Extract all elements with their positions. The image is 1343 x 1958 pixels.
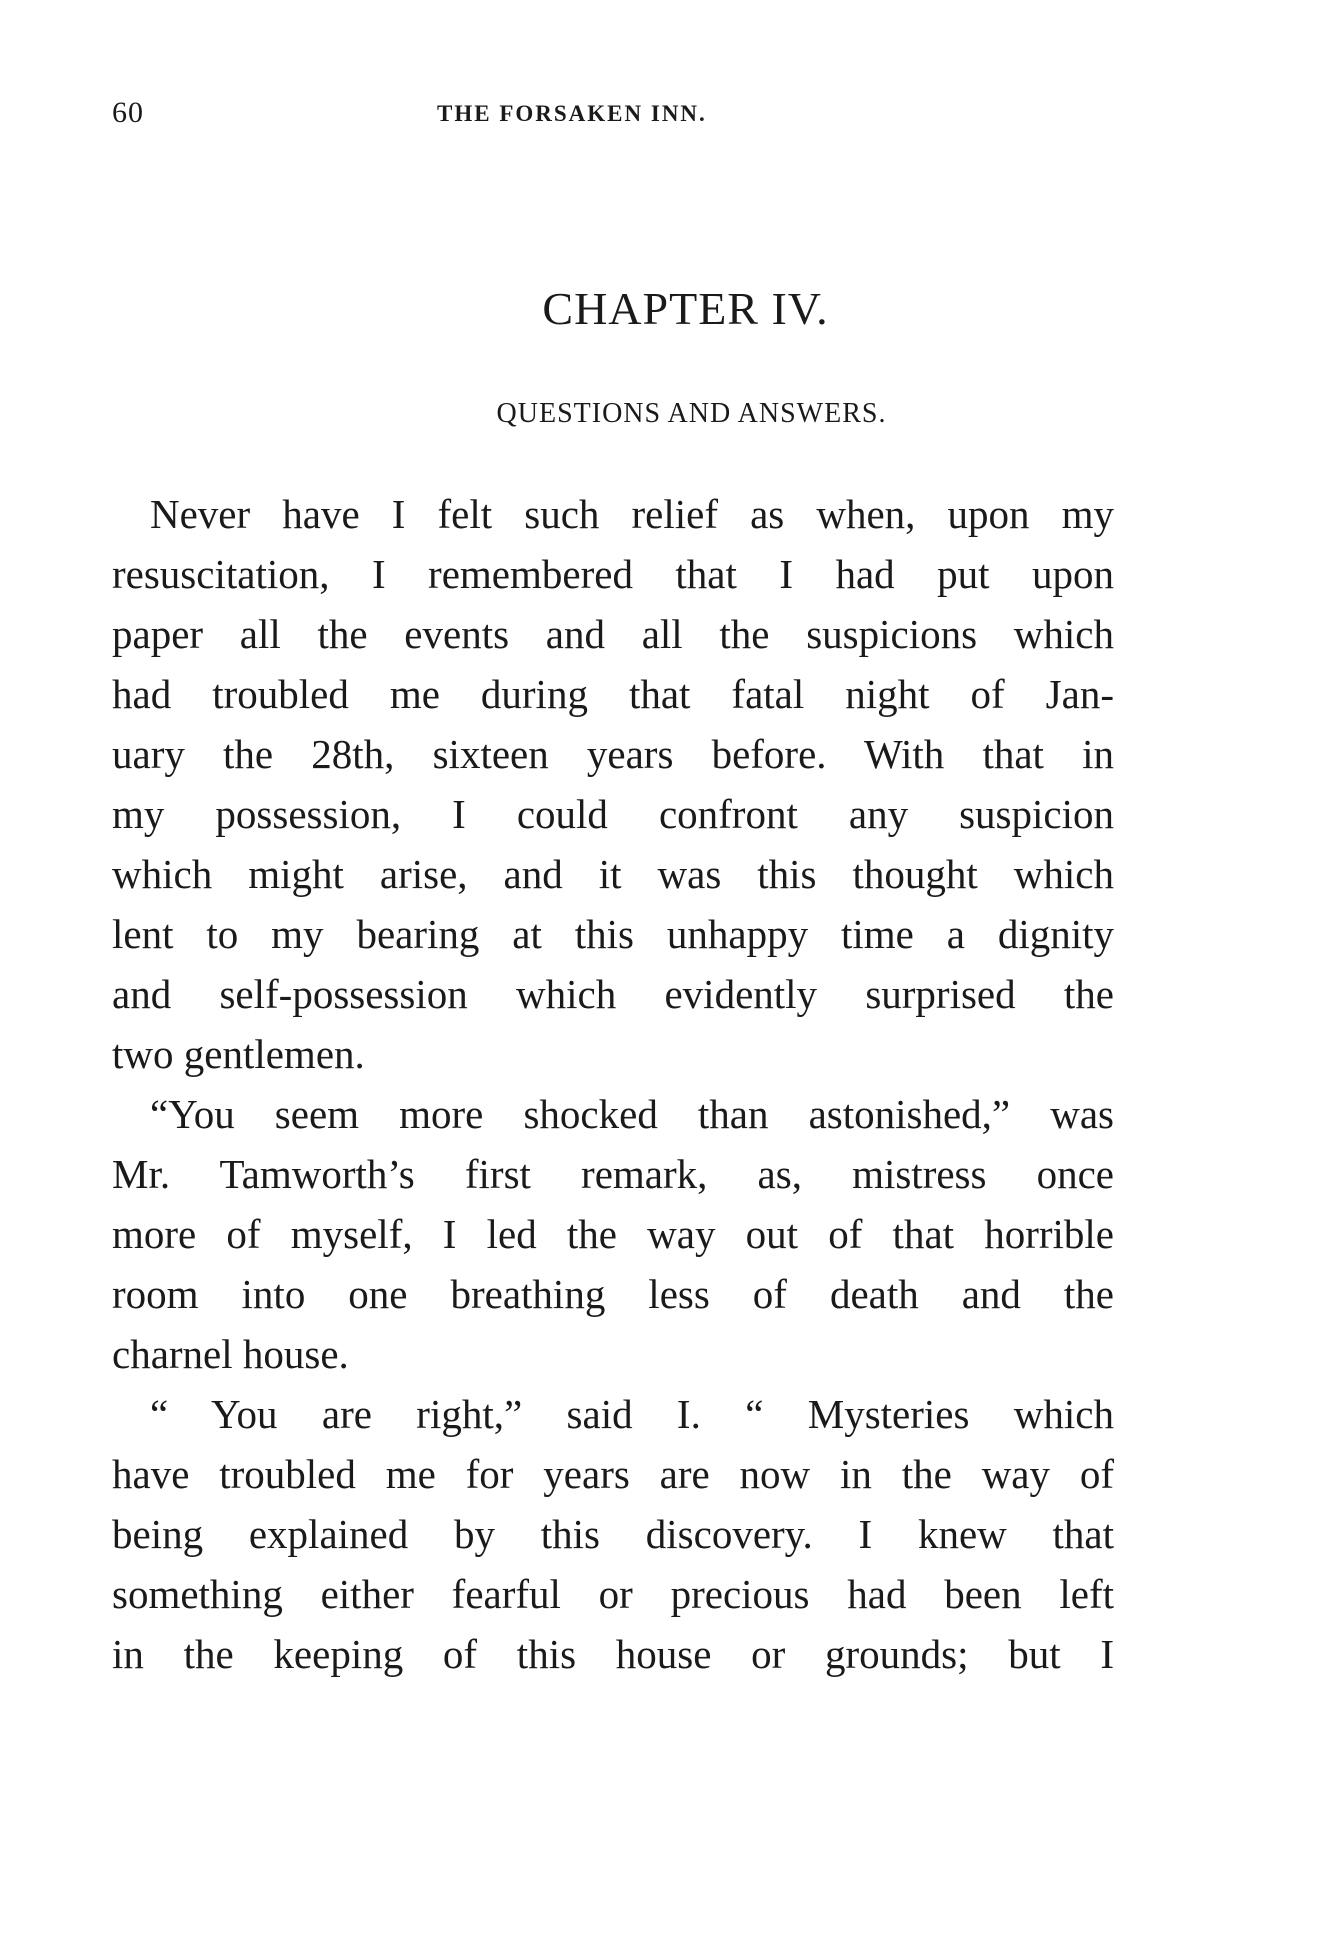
text-line: Mr. Tamworth’s first remark, as, mistress once bbox=[112, 1151, 1114, 1197]
text-line: “You seem more shocked than astonished,” was bbox=[150, 1091, 1114, 1137]
text-line: two gentlemen. bbox=[112, 1031, 365, 1077]
text-line: and self-possession which evidently surprised the bbox=[112, 971, 1114, 1017]
text-line: uary the 28th, sixteen years before. With that in bbox=[112, 731, 1114, 777]
text-line: more of myself, I led the way out of that horrible bbox=[112, 1211, 1114, 1257]
running-head bbox=[112, 96, 1112, 136]
text-line: in the keeping of this house or grounds; but I bbox=[112, 1631, 1114, 1677]
text-line: room into one breathing less of death and the bbox=[112, 1271, 1114, 1317]
text-line: which might arise, and it was this thought which bbox=[112, 851, 1114, 897]
text-line: lent to my bearing at this unhappy time a dignity bbox=[112, 911, 1114, 957]
text-line: “ You are right,” said I. “ Mysteries which bbox=[150, 1391, 1114, 1437]
text-line: resuscitation, I remembered that I had put upon bbox=[112, 551, 1114, 597]
text-line: my possession, I could confront any suspicion bbox=[112, 791, 1114, 837]
text-line: have troubled me for years are now in the way of bbox=[112, 1451, 1114, 1497]
text-line: charnel house. bbox=[112, 1331, 349, 1377]
text-line: had troubled me during that fatal night of Jan- bbox=[112, 671, 1114, 717]
running-title: THE FORSAKEN INN. bbox=[437, 101, 707, 126]
page-number: 60 bbox=[112, 96, 144, 129]
text-line: paper all the events and all the suspicions which bbox=[112, 611, 1114, 657]
chapter-subtitle: QUESTIONS AND ANSWERS. bbox=[496, 398, 887, 429]
chapter-title: CHAPTER IV. bbox=[542, 283, 829, 334]
text-line: Never have I felt such relief as when, upon my bbox=[150, 491, 1114, 537]
body-text bbox=[112, 484, 1114, 1684]
text-line: something either fearful or precious had been left bbox=[112, 1571, 1114, 1617]
text-line: being explained by this discovery. I knew that bbox=[112, 1511, 1114, 1557]
